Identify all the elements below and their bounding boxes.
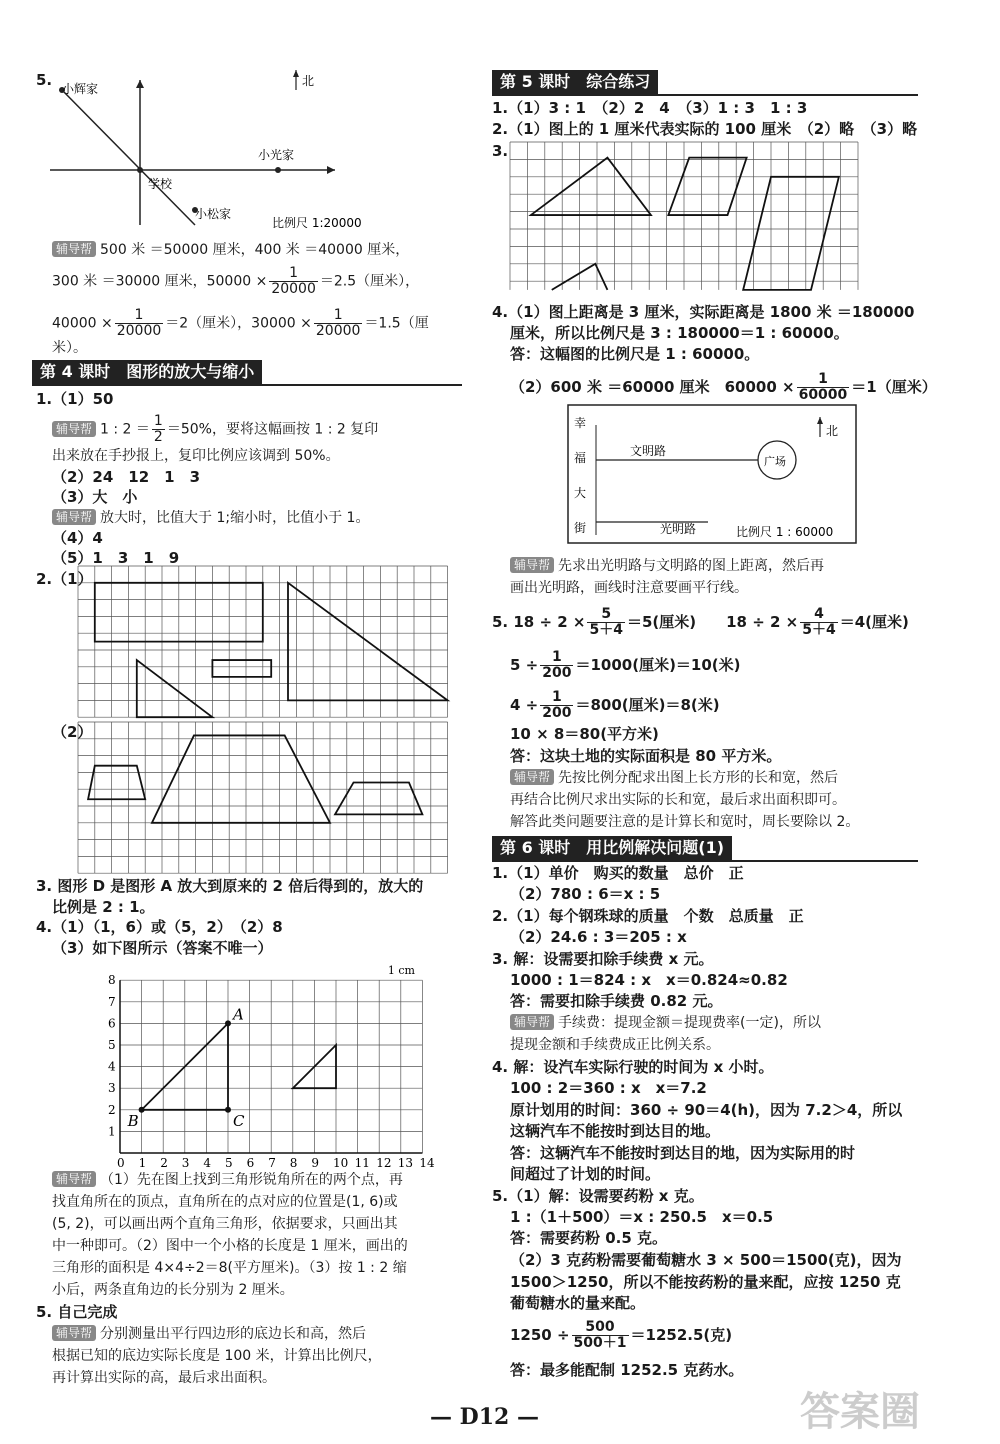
s6-q5-line2: 1 :（1＋500）＝x : 250.5 x＝0.5 [510, 1208, 774, 1226]
location-map [50, 75, 390, 235]
y-tick-label: 7 [108, 994, 116, 1009]
s4-tip4-line1: 辅导帮 分别测量出平行四边形的底边长和高，然后 [52, 1324, 366, 1344]
s6-q4-line2: 100 : 2＝360 : x x＝7.2 [510, 1079, 707, 1097]
s6-q3-line2: 1000 : 1＝824 : x x＝0.824≈0.82 [510, 971, 788, 989]
s4-tip3-line6: 小后，两条直角边的长分别为 2 厘米。 [52, 1282, 294, 1298]
s4-q3-line2: 比例是 2 : 1。 [52, 898, 155, 916]
street-char-1: 幸 [574, 416, 587, 430]
x-tick-label: 1 [138, 1156, 147, 1170]
s5-tip1-line1: 辅导帮 先求出光明路与文明路的图上距离，然后再 [510, 556, 824, 576]
s6-q3-line1: 3. 解：设需要扣除手续费 x 元。 [492, 950, 714, 968]
y-tick-label: 4 [108, 1059, 116, 1074]
section-5-rule [492, 94, 918, 96]
s4-tip3-line1: 辅导帮 （1）先在图上找到三角形锐角所在的两个点，再 [52, 1170, 403, 1190]
watermark: 答案圈 [800, 1389, 920, 1435]
s5-q5-line2: 5 ÷ $\frac{1}{200}$ ＝1000(厘米)＝10(米) [510, 649, 741, 681]
vertex-point [225, 1020, 231, 1026]
home-xiaosong-label: 小松家 [195, 207, 232, 221]
s5-tip2-line3: 解答此类问题要注意的是计算长和宽时，周长要除以 2。 [510, 814, 860, 830]
x-tick-label: 12 [376, 1156, 392, 1170]
trapezoid-small-2 [335, 782, 422, 814]
parallelogram-large [743, 177, 839, 290]
section-5-title: 第 5 课时 综合练习 [492, 70, 658, 94]
s6-q5-line3: 答：需要药粉 0.5 克。 [510, 1229, 668, 1247]
s4-q2-1: 2.（1） [36, 570, 93, 588]
s5-q5-line1: 5. 18 ÷ 2 × $\frac{5}{5+4}$ ＝5(厘米) 18 ÷ 2 × $\frac{4}{5+4}$ ＝4(厘米) [492, 606, 909, 638]
section-4-title: 第 4 课时 图形的放大与缩小 [32, 360, 262, 384]
q5-number: 5. [36, 71, 53, 89]
s4-tip4-line3: 再计算出实际的高，最后求出面积。 [52, 1370, 276, 1386]
s5-q4-line4: （2）600 米 ＝60000 厘米 60000 × $\frac{1}{60000}$ ＝1（厘米） [510, 371, 937, 403]
trapezoid-small-1 [88, 766, 145, 800]
s5-q4-line2: 厘米，所以比例尺是 3 : 180000＝1 : 60000。 [510, 324, 849, 342]
x-tick-label: 2 [160, 1156, 168, 1170]
x-tick-label: 3 [181, 1156, 190, 1170]
s6-tip3-line2: 提现金额和手续费成正比例关系。 [510, 1037, 720, 1053]
s5-tip2-line1: 辅导帮 先按比例分配求出图上长方形的长和宽，然后 [510, 768, 838, 788]
x-tick-label: 6 [246, 1156, 255, 1170]
s6-q4-line5: 答：这辆汽车不能按时到达目的地，因为实际用的时 [510, 1144, 856, 1162]
s5-tip1-line2: 画出光明路，画线时注意要画平行线。 [510, 580, 748, 596]
x-tick-label: 0 [117, 1156, 125, 1170]
home-xiaoguang-label: 小光家 [258, 148, 295, 162]
street-char-2: 福 [574, 451, 587, 465]
north-label: 北 [302, 74, 315, 88]
section-6-title: 第 6 课时 用比例解决问题(1) [492, 836, 732, 860]
road-wenming-label: 文明路 [630, 444, 667, 458]
q5-tip-line1: 辅导帮 500 米 ＝50000 厘米，400 米 ＝40000 厘米， [52, 240, 409, 260]
q5-tip-line3: 40000 × $\frac{1}{20000}$ ＝2（厘米），30000 × $\frac{1}{20000}$ ＝1.5（厘 [52, 307, 429, 339]
s4-tip4-line2: 根据已知的底边实际长度是 100 米，计算出比例尺， [52, 1348, 382, 1364]
s5-q3: 3. [492, 142, 509, 160]
y-tick-label: 1 [108, 1124, 116, 1139]
s6-q4-line4: 这辆汽车不能按时到达目的地。 [510, 1122, 721, 1140]
x-tick-label: 10 [333, 1156, 349, 1170]
rectangle-small [212, 660, 271, 677]
tip-badge: 辅导帮 [52, 241, 96, 257]
s6-q2-line1: 2.（1）每个钢珠球的质量 个数 总质量 正 [492, 907, 804, 925]
s5-q4-line1: 4.（1）图上距离是 3 厘米，实际距离是 1800 米 ＝180000 [492, 303, 915, 321]
label-b: B [127, 1111, 139, 1130]
y-tick-label: 8 [108, 973, 116, 988]
s4-tip2: 辅导帮 放大时，比值大于 1;缩小时，比值小于 1。 [52, 508, 369, 528]
section-4-rule [32, 384, 462, 386]
q5-tip-line2: 300 米 ＝30000 厘米，50000 × $\frac{1}{20000}$ ＝2.5（厘米）， [52, 265, 420, 297]
vertex-point [225, 1107, 231, 1113]
s4-tip3-line4: 中一种即可。（2）图中一个小格的长度是 1 厘米，画出的 [52, 1238, 408, 1254]
s4-q3-line1: 3. 图形 D 是图形 A 放大到原来的 2 倍后得到的，放大的 [36, 877, 424, 895]
street-char-3: 大 [574, 486, 587, 500]
x-tick-label: 7 [268, 1156, 276, 1170]
grid-figure-2 [78, 722, 452, 872]
s6-q5-line1: 5.（1）解：设需要药粉 x 克。 [492, 1187, 704, 1205]
square-label: 广场 [764, 455, 786, 468]
s4-q4-3: （3）如下图所示（答案不唯一） [52, 939, 273, 957]
s4-q1-1: 1.（1）50 [36, 390, 114, 408]
s6-q5-line4: （2）3 克药粉需要葡萄糖水 3 × 500＝1500(克)，因为 [510, 1251, 902, 1269]
unit-label: 1 cm [387, 964, 415, 978]
road-map [568, 405, 858, 545]
map-scale-label: 比例尺 1:20000 [272, 216, 362, 230]
s5-q2: 2.（1）图上的 1 厘米代表实际的 100 厘米 （2）略 （3）略 [492, 120, 918, 138]
grid-figure-3 [510, 142, 858, 296]
page-number: — D12 — [430, 1404, 540, 1430]
s6-q4-line1: 4. 解：设汽车实际行驶的时间为 x 小时。 [492, 1058, 774, 1076]
road-map-scale: 比例尺 1 : 60000 [736, 525, 834, 539]
s4-q2-2: （2） [52, 723, 93, 741]
label-c: C [233, 1111, 245, 1130]
triangle-shape [531, 158, 651, 215]
north-label-2: 北 [826, 424, 839, 438]
s4-tip3-line3: (5, 2)，可以画出两个直角三角形，依据要求，只画出其 [52, 1216, 398, 1232]
home-xiaohui-label: 小辉家 [62, 82, 99, 96]
s5-q4-line3: 答：这幅图的比例尺是 1 : 60000。 [510, 345, 760, 363]
q5-tip-line4: 米）。 [52, 340, 87, 356]
y-tick-label: 6 [108, 1016, 116, 1031]
x-tick-label: 5 [225, 1156, 233, 1170]
s6-q3-line3: 答：需要扣除手续费 0.82 元。 [510, 992, 723, 1010]
s5-q5-line5: 答：这块土地的实际面积是 80 平方米。 [510, 747, 782, 765]
y-tick-label: 3 [108, 1081, 116, 1096]
grid-figure-1 [78, 566, 452, 718]
s6-q5-line6: 葡萄糖水的量来配。 [510, 1294, 646, 1312]
x-tick-label: 9 [311, 1156, 320, 1170]
s6-q4-line3: 原计划用的时间：360 ÷ 90＝4(h)，因为 7.2＞4，所以 [510, 1101, 903, 1119]
s6-q5-line7: 1250 ÷ $\frac{500}{500+1}$ ＝1252.5(克) [510, 1319, 733, 1351]
s6-q4-line6: 间超过了计划的时间。 [510, 1165, 661, 1183]
s4-tip3-line2: 找直角所在的顶点，直角所在的点对应的位置是(1, 6)或 [52, 1194, 398, 1210]
triangle-large [288, 583, 448, 701]
s6-tip3-line1: 辅导帮 手续费：提现金额＝提现费率(一定)，所以 [510, 1013, 821, 1033]
x-tick-label: 13 [397, 1156, 414, 1170]
x-tick-label: 4 [203, 1156, 212, 1170]
y-tick-label: 2 [108, 1102, 116, 1117]
s4-q5: 5. 自己完成 [36, 1303, 118, 1321]
s4-q1-2: （2）24 12 1 3 [52, 468, 201, 486]
x-tick-label: 11 [354, 1156, 370, 1170]
s4-q1-4: （4）4 [52, 529, 103, 547]
s6-q5-line5: 1500＞1250，所以不能按药粉的量来配，应按 1250 克 [510, 1273, 901, 1291]
s4-tip1-line2: 出来放在手抄报上，复印比例应该调到 50%。 [52, 448, 340, 464]
s4-tip1-line1: 辅导帮 1 : 2 ＝ $\frac{1}{2}$ ＝50%，要将这幅画按 1 : 2 复印 [52, 414, 378, 445]
s5-tip2-line2: 再结合比例尺求出实际的长和宽，最后求出面积即可。 [510, 792, 846, 808]
section-6-rule [492, 860, 918, 862]
s6-q2-line2: （2）24.6 : 3＝205 : x [510, 928, 687, 946]
vertex-point [139, 1107, 145, 1113]
s5-q5-line4: 10 × 8＝80(平方米) [510, 725, 659, 743]
triangle-small [137, 660, 213, 717]
school-label: 学校 [148, 177, 173, 191]
s5-q5-line3: 4 ÷ $\frac{1}{200}$ ＝800(厘米)＝8(米) [510, 689, 720, 721]
s4-tip3-line5: 三角形的面积是 4×4÷2＝8(平方厘米)。（3）按 1 : 2 缩 [52, 1260, 407, 1276]
y-tick-label: 5 [108, 1038, 116, 1052]
road-guangming-label: 光明路 [660, 522, 697, 536]
coordinate-grid [90, 958, 435, 1173]
street-char-4: 街 [574, 521, 587, 535]
s6-q1-line1: 1.（1）单价 购买的数量 总价 正 [492, 864, 744, 882]
s6-q1-line2: （2）780 : 6＝x : 5 [510, 885, 661, 903]
s4-q1-5: （5）1 3 1 9 [52, 549, 180, 567]
x-tick-label: 8 [289, 1156, 298, 1170]
s5-q1: 1.（1）3 : 1 （2）2 4 （3）1 : 3 1 : 3 [492, 99, 808, 117]
parallelogram-small [668, 158, 746, 215]
label-a: A [233, 1005, 244, 1024]
x-tick-label: 14 [419, 1156, 435, 1170]
s4-q4-1: 4.（1）（1，6）或（5，2） （2）8 [36, 918, 283, 936]
s4-q1-3: （3）大 小 [52, 488, 138, 506]
s6-q5-line8: 答：最多能配制 1252.5 克药水。 [510, 1361, 744, 1379]
